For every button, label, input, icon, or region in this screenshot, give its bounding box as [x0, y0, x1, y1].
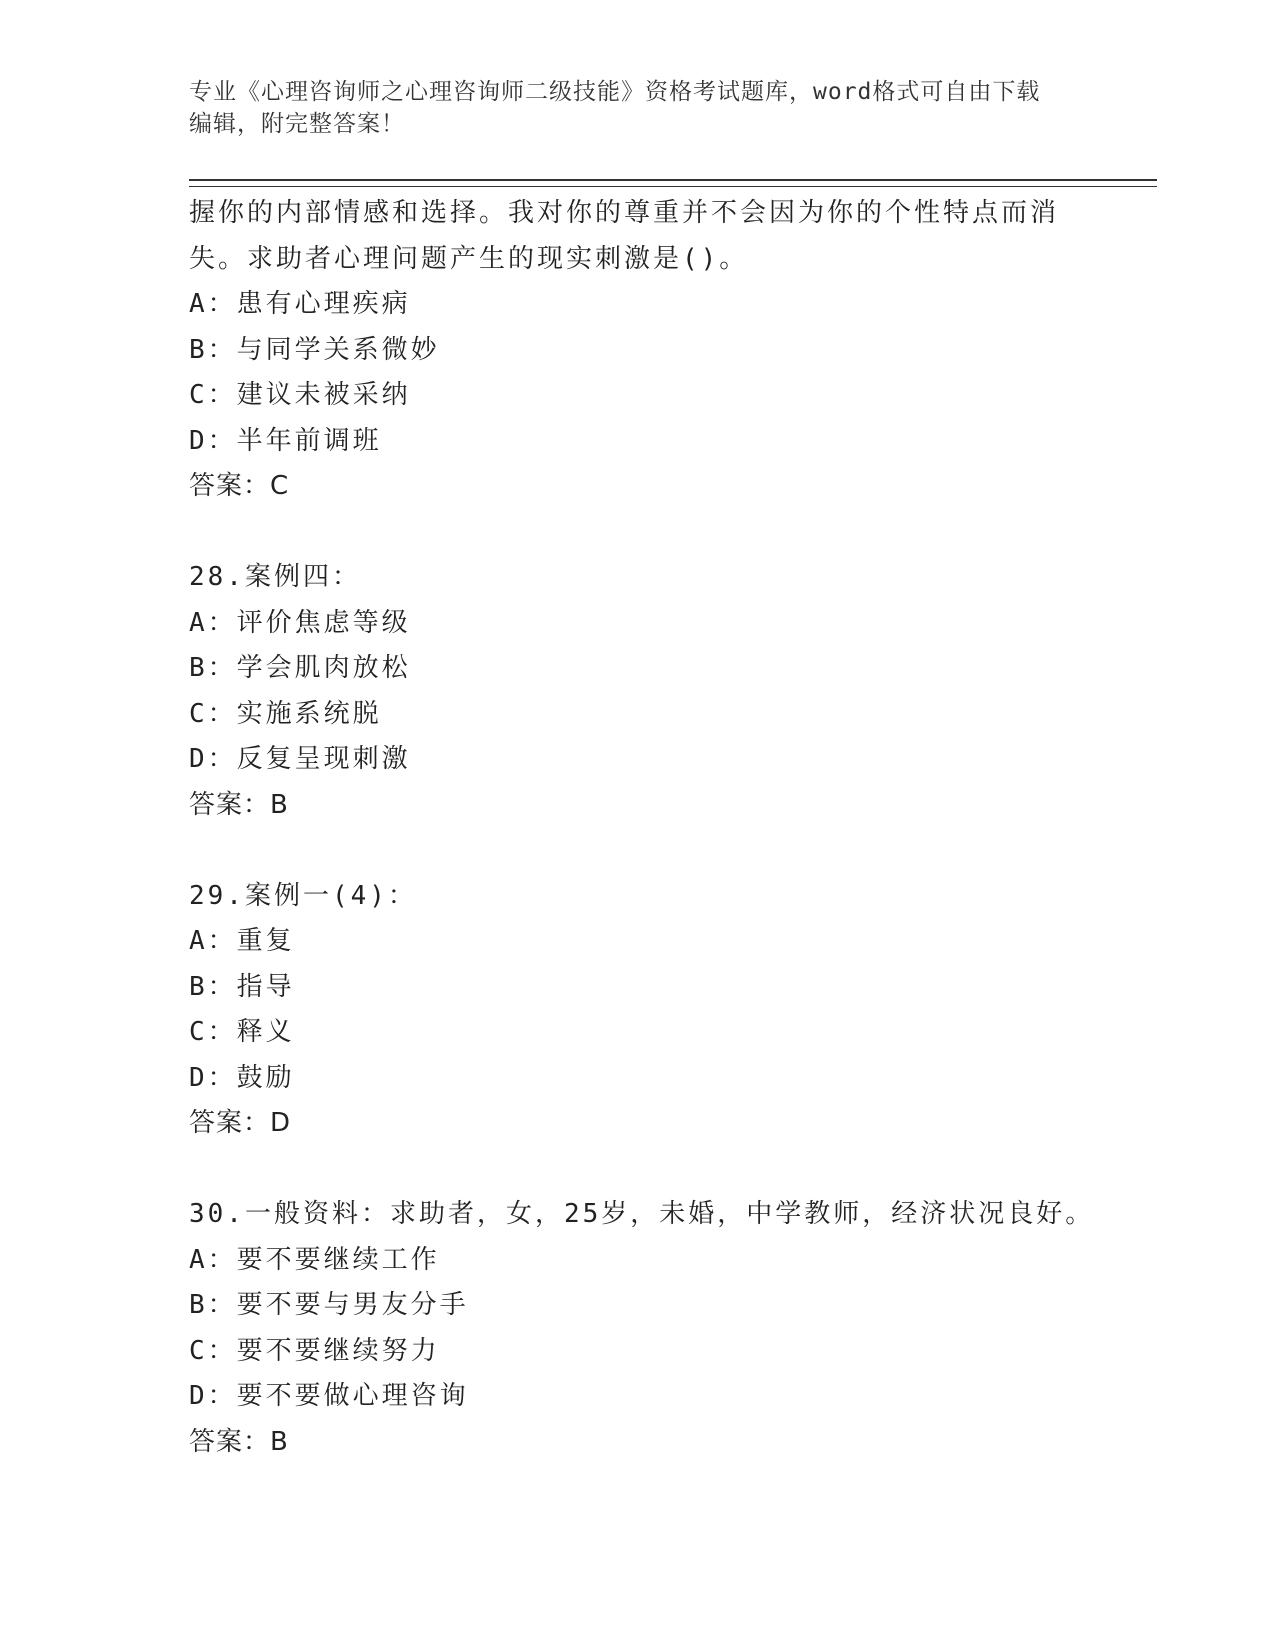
option-d: D：反复呈现刺激 [189, 744, 411, 774]
option-d: D：半年前调班 [189, 425, 382, 456]
spacer [189, 510, 1089, 556]
answer: 答案：C [189, 471, 290, 501]
document-header [189, 76, 1089, 140]
question-30 [189, 1192, 1095, 1465]
option-a: A：要不要继续工作 [189, 1244, 440, 1275]
question-title: 30.一般资料：求助者，女，25岁，未婚，中学教师，经济状况良好。 [189, 1199, 1095, 1229]
option-c: C：释义 [189, 1017, 295, 1047]
answer: 答案：B [189, 789, 289, 820]
question-28 [189, 555, 1089, 828]
question-title: 28.案例四： [189, 562, 361, 592]
header-line-2: 编辑，附完整答案！ [189, 111, 405, 137]
spacer [189, 1147, 1089, 1193]
spacer [189, 828, 1089, 874]
question-continuation [189, 191, 1089, 510]
answer: 答案：B [189, 1426, 289, 1457]
option-a: A：重复 [189, 926, 295, 956]
header-line-1: 专业《心理咨询师之心理咨询师二级技能》资格考试题库，word格式可自由下载 [189, 79, 1041, 105]
option-b: B：要不要与男友分手 [189, 1290, 469, 1320]
option-b: B：学会肌肉放松 [189, 653, 411, 683]
option-a: A：评价焦虑等级 [189, 607, 411, 638]
header-divider [189, 179, 1157, 187]
question-title: 29.案例一(4)： [189, 880, 417, 911]
option-b: B：与同学关系微妙 [189, 334, 440, 365]
answer: 答案：D [189, 1108, 292, 1138]
option-c: C：建议未被采纳 [189, 380, 411, 410]
option-d: D：鼓励 [189, 1062, 295, 1093]
question-text-line: 失。求助者心理问题产生的现实刺激是()。 [189, 243, 749, 274]
option-c: C：要不要继续努力 [189, 1335, 440, 1366]
question-text-line: 握你的内部情感和选择。我对你的尊重并不会因为你的个性特点而消 [189, 198, 1060, 228]
option-a: A：患有心理疾病 [189, 289, 411, 319]
option-b: B：指导 [189, 971, 295, 1002]
question-29 [189, 874, 1089, 1147]
question-list [189, 191, 1095, 1465]
option-c: C：实施系统脱 [189, 698, 382, 729]
option-d: D：要不要做心理咨询 [189, 1381, 469, 1411]
